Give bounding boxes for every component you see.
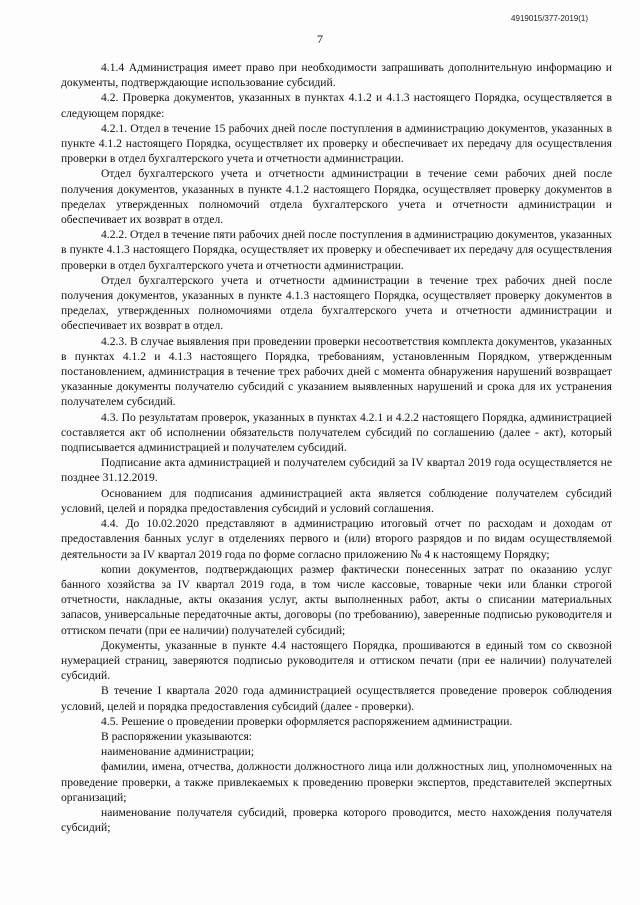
paragraph: копии документов, подтверждающих размер фактически понесенных затрат по оказанию услуг банного хозяйства за IV квартал 2019 года, в том числе кассовые, товарные чеки или бланки строгой отчетности, накладные, акты оказания услуг, акты выполненных работ, акты о списании материальных запасов, универсальные передаточные акты, договоры (по требованию), заверенные подписью руководителя и оттиском печати (при ее наличии) получателей субсидий; [61, 562, 612, 637]
paragraph: Отдел бухгалтерского учета и отчетности администрации в течение трех рабочих дней после получения документов, указанных в пункте 4.1.3 настоящего Порядка, осуществляет проверку документов в пределах, утвержденных полномочиями отдела бухгалтерского учета и отчетности администрации и обеспечивает их возврат в отдел. [61, 273, 612, 333]
document-number: 4919015/377-2019(1) [511, 14, 588, 23]
paragraph: Основанием для подписания администрацией акта является соблюдение получателем субсидий условий, целей и порядка предоставления субсидий и условий соглашения. [61, 486, 612, 515]
page-number: 7 [317, 32, 323, 46]
paragraph: наименование получателя субсидий, проверка которого проводится, место нахождения получателя субсидий; [61, 805, 612, 835]
paragraph: 4.2.1. Отдел в течение 15 рабочих дней после поступления в администрацию документов, указанных в пункте 4.1.2 настоящего Порядка, осуществляет их проверку и обеспечивает их передачу для осуществления проверки в отдел бухгалтерского учета и отчетности администрации. [61, 121, 612, 166]
paragraph: 4.5. Решение о проведении проверки оформляется распоряжением администрации. [101, 714, 513, 728]
paragraph: Подписание акта администрацией и получателем субсидий за IV квартал 2019 года осуществляется не позднее 31.12.2019. [61, 456, 612, 485]
paragraph: Документы, указанные в пункте 4.4 настоящего Порядка, прошиваются в единый том со сквозной нумерацией страниц, заверяются подписью руководителя и оттиском печати (при ее наличии) получателей субсидий. [61, 638, 612, 683]
paragraph: 4.4. До 10.02.2020 представляют в администрацию итоговый отчет по расходам и доходам от предоставления банных услуг в отделениях первого и (или) второго разрядов и по видам осуществляемой деятельности за IV квартал 2019 года по форме согласно приложению № 4 к настоящему Порядку; [61, 517, 612, 561]
paragraph: 4.2.3. В случае выявления при проведении проверки несоответствия комплекта документов, указанных в пунктах 4.1.2 и 4.1.3 настоящего Порядка, требованиям, установленным Порядком, утвержденным постановлением, администрация в течение трех рабочих дней с момента обнаружения нарушений возвращает указанные документы получателю субсидий с указанием выявленных нарушений и срока для их устранения получателем субсидий. [61, 334, 612, 409]
paragraph: фамилии, имена, отчества, должности должностного лица или должностных лиц, уполномоченных на проведение проверки, а также привлекаемых к проведению проверки экспертов, представителей экспертных организаций; [61, 760, 612, 804]
paragraph: Отдел бухгалтерского учета и отчетности администрации в течение семи рабочих дней после получения документов, указанных в пункте 4.1.2 настоящего Порядка, осуществляет проверку документов в пределах утвержденных полномочий отдела бухгалтерского учета и отчетности администрации и обеспечивает их возврат в отдел. [61, 167, 612, 227]
paragraph: наименование администрации; [101, 745, 255, 759]
paragraph: 4.1.4 Администрация имеет право при необходимости запрашивать дополнительную информацию и документы, подтверждающие использование субсидий. [61, 61, 612, 90]
paragraph: 4.2.2. Отдел в течение пяти рабочих дней после поступления в администрацию документов, указанных в пункте 4.1.3 настоящего Порядка, осуществляет их проверку и обеспечивает их передачу для осуществления проверки в отдел бухгалтерского учета и отчетности администрации. [61, 228, 612, 272]
document-body [61, 60, 612, 835]
paragraph: 4.3. По результатам проверок, указанных в пунктах 4.2.1 и 4.2.2 настоящего Порядка, администрацией составляется акт об исполнении обязательств получателем субсидий по соглашению (далее - акт), который подписывается администрацией и получателем субсидий. [61, 410, 612, 455]
paragraph: В течение I квартала 2020 года администрацией осуществляется проведение проверок соблюдения условий, целей и порядка предоставления субсидий (далее - проверки). [61, 684, 612, 713]
paragraph: 4.2. Проверка документов, указанных в пунктах 4.1.2 и 4.1.3 настоящего Порядка, осуществляется в следующем порядке: [61, 91, 612, 120]
paragraph: В распоряжении указываются: [101, 729, 253, 743]
